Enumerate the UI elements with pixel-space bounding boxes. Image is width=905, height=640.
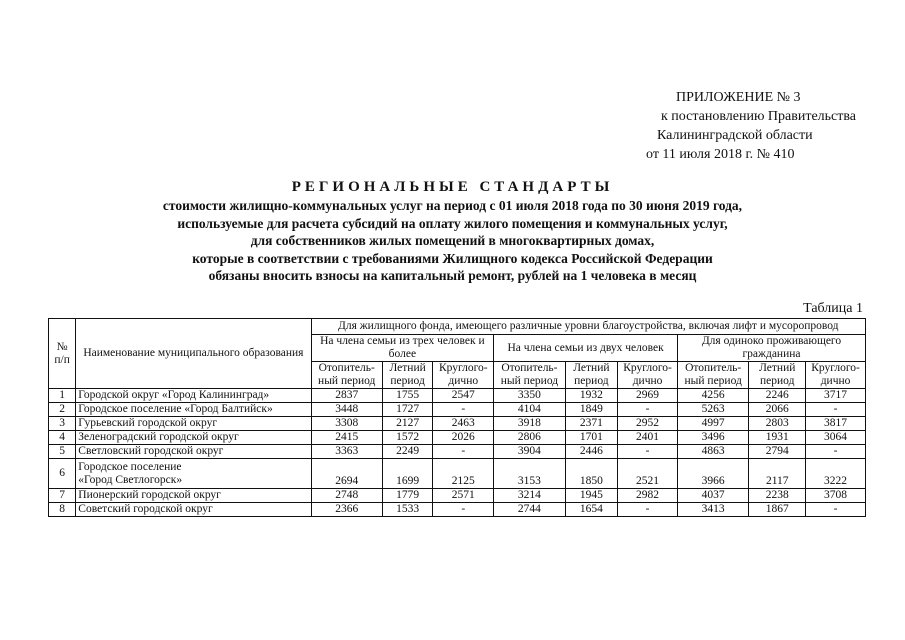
standards-table [48, 318, 866, 517]
cell-value: 2238 [749, 489, 806, 503]
cell-value: 2806 [494, 431, 565, 445]
title-line-1: стоимости жилищно-коммунальных услуг на период с 01 июля 2018 года по 30 июня 2019 года, [162, 198, 743, 213]
cell-value: 3064 [806, 431, 866, 445]
row-num: 7 [49, 489, 76, 503]
row-name: Городской округ «Город Калининград» [76, 389, 311, 403]
cell-value: 2401 [618, 431, 678, 445]
row-num: 2 [49, 403, 76, 417]
cell-value: 1867 [749, 503, 806, 517]
cell-value: 3448 [311, 403, 382, 417]
header-sub-three-plus: На члена семьи из трех человек и более [311, 335, 494, 362]
title-line-5: обязаны вносить взносы на капитальный ремонт, рублей на 1 человека в месяц [208, 268, 697, 283]
header-heating: Отопитель-ный период [311, 362, 382, 389]
cell-value: 1699 [382, 459, 432, 489]
cell-value: 3222 [806, 459, 866, 489]
cell-value: - [618, 445, 678, 459]
title-line-4: которые в соответствии с требованиями Жилищного кодекса Российской Федерации [192, 250, 713, 266]
cell-value: 1931 [749, 431, 806, 445]
header-heating: Отопитель-ный период [677, 362, 748, 389]
cell-value: 1727 [382, 403, 432, 417]
cell-value: 3817 [806, 417, 866, 431]
header-summer: Летний период [565, 362, 618, 389]
cell-value: - [433, 445, 494, 459]
row-name: Зеленоградский городской округ [76, 431, 311, 445]
cell-value: 2125 [433, 459, 494, 489]
header-year-round: Круглого-дично [806, 362, 866, 389]
table-row [49, 403, 866, 417]
cell-value: 3153 [494, 459, 565, 489]
cell-value: 2127 [382, 417, 432, 431]
title-line-2: используемые для расчета субсидий на оплату жилого помещения и коммунальных услуг, [177, 215, 728, 231]
cell-value: 2744 [494, 503, 565, 517]
appendix-title: ПРИЛОЖЕНИЕ № 3 [676, 90, 801, 105]
cell-value: 2249 [382, 445, 432, 459]
row-num: 1 [49, 389, 76, 403]
table-row [49, 459, 866, 489]
header-name: Наименование муниципального образования [76, 319, 311, 389]
table-row [49, 431, 866, 445]
cell-value: 1850 [565, 459, 618, 489]
appendix-region: Калининградской области [657, 128, 813, 143]
cell-value: 2366 [311, 503, 382, 517]
cell-value: 3350 [494, 389, 565, 403]
cell-value: 3496 [677, 431, 748, 445]
row-name-line-2: «Город Светлогорск» [78, 473, 183, 486]
table-caption: Таблица 1 [803, 301, 863, 316]
row-name: Пионерский городской округ [76, 489, 311, 503]
cell-value: 4997 [677, 417, 748, 431]
header-year-round: Круглого-дично [618, 362, 678, 389]
row-num: 4 [49, 431, 76, 445]
cell-value: 3363 [311, 445, 382, 459]
row-name-line-1: Городское поселение [78, 460, 182, 473]
cell-value: 1755 [382, 389, 432, 403]
row-name: Светловский городской округ [76, 445, 311, 459]
cell-value: 2837 [311, 389, 382, 403]
cell-value: 2371 [565, 417, 618, 431]
cell-value: 2463 [433, 417, 494, 431]
cell-value: 2547 [433, 389, 494, 403]
header-summer: Летний период [382, 362, 432, 389]
cell-value: 3966 [677, 459, 748, 489]
cell-value: 3413 [677, 503, 748, 517]
cell-value: 1533 [382, 503, 432, 517]
cell-value: 2026 [433, 431, 494, 445]
cell-value: 2952 [618, 417, 678, 431]
cell-value: - [433, 403, 494, 417]
cell-value: 3904 [494, 445, 565, 459]
cell-value: 4037 [677, 489, 748, 503]
cell-value: 1945 [565, 489, 618, 503]
cell-value: 1572 [382, 431, 432, 445]
table-row [49, 389, 866, 403]
row-num: 5 [49, 445, 76, 459]
cell-value: 1701 [565, 431, 618, 445]
cell-value: - [433, 503, 494, 517]
cell-value: - [806, 403, 866, 417]
cell-value: 3214 [494, 489, 565, 503]
cell-value: 3308 [311, 417, 382, 431]
title-line-3: для собственников жилых помещений в многоквартирных домах, [250, 233, 655, 248]
title-main: РЕГИОНАЛЬНЫЕ СТАНДАРТЫ [291, 179, 614, 195]
cell-value: 2521 [618, 459, 678, 489]
cell-value: 2446 [565, 445, 618, 459]
row-num: 8 [49, 503, 76, 517]
cell-value: 2794 [749, 445, 806, 459]
row-num: 3 [49, 417, 76, 431]
appendix-date: от 11 июля 2018 г. № 410 [646, 147, 795, 162]
row-name: Городское поселение «Город Балтийск» [76, 403, 311, 417]
row-name [76, 459, 311, 489]
cell-value: 2694 [311, 459, 382, 489]
cell-value: 4863 [677, 445, 748, 459]
row-name: Гурьевский городской округ [76, 417, 311, 431]
row-num: 6 [49, 459, 76, 489]
cell-value: 5263 [677, 403, 748, 417]
cell-value: 4256 [677, 389, 748, 403]
cell-value: 4104 [494, 403, 565, 417]
header-summer: Летний период [749, 362, 806, 389]
cell-value: - [806, 503, 866, 517]
cell-value: - [618, 403, 678, 417]
cell-value: - [806, 445, 866, 459]
table-row [49, 417, 866, 431]
document-title [0, 177, 905, 285]
cell-value: 3708 [806, 489, 866, 503]
cell-value: 2969 [618, 389, 678, 403]
table-row [49, 445, 866, 459]
cell-value: 2246 [749, 389, 806, 403]
header-num: № п/п [49, 319, 76, 389]
cell-value: 2803 [749, 417, 806, 431]
cell-value: 1654 [565, 503, 618, 517]
table-row [49, 503, 866, 517]
cell-value: 2982 [618, 489, 678, 503]
header-year-round: Круглого-дично [433, 362, 494, 389]
cell-value: 1932 [565, 389, 618, 403]
appendix-resolution: к постановлению Правительства [661, 109, 857, 124]
cell-value: 2415 [311, 431, 382, 445]
cell-value: 2571 [433, 489, 494, 503]
cell-value: - [618, 503, 678, 517]
header-heating: Отопитель-ный период [494, 362, 565, 389]
appendix-block [640, 88, 856, 164]
cell-value: 2117 [749, 459, 806, 489]
cell-value: 1849 [565, 403, 618, 417]
table-row [49, 489, 866, 503]
cell-value: 2748 [311, 489, 382, 503]
header-sub-two: На члена семьи из двух человек [494, 335, 678, 362]
header-group: Для жилищного фонда, имеющего различные уровни благоустройства, включая лифт и мусоропровод [311, 319, 865, 335]
header-sub-single: Для одиноко проживающего гражданина [677, 335, 865, 362]
cell-value: 2066 [749, 403, 806, 417]
cell-value: 3717 [806, 389, 866, 403]
row-name: Советский городской округ [76, 503, 311, 517]
cell-value: 3918 [494, 417, 565, 431]
cell-value: 1779 [382, 489, 432, 503]
